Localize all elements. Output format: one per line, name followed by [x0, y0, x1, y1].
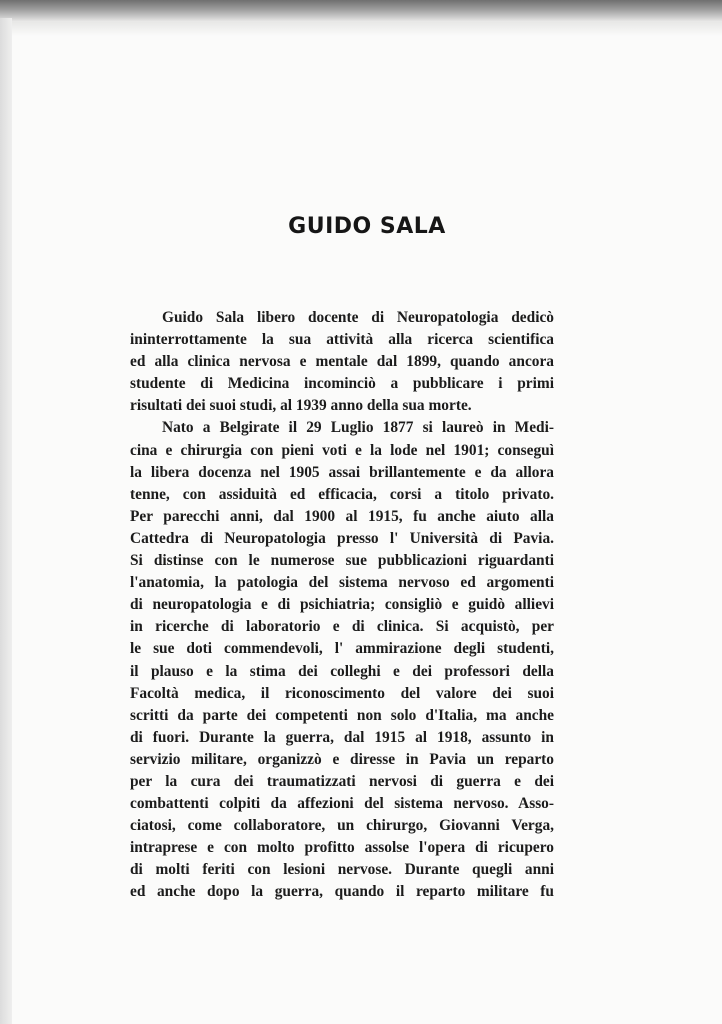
text-line: in ricerche di laboratorio e di clinica. Si acquistò, per	[130, 618, 554, 636]
text-line: servizio militare, organizzò e diresse in Pavia un reparto	[130, 750, 554, 768]
text-line: Cattedra di Neuropatologia presso l' Università di Pavia.	[130, 529, 554, 547]
body-text	[130, 307, 554, 904]
text-line: Si distinse con le numerose sue pubblicazioni riguardanti	[130, 552, 554, 570]
text-line: Per parecchi anni, dal 1900 al 1915, fu anche aiuto alla	[130, 507, 554, 525]
scan-top-edge	[0, 0, 722, 22]
text-line: tenne, con assiduità ed efficacia, corsi a titolo privato.	[130, 485, 554, 503]
text-line: ed anche dopo la guerra, quando il reparto militare fu	[130, 883, 554, 901]
text-line: la libera docenza nel 1905 assai brillantemente e da allora	[130, 463, 554, 481]
text-line: di neuropatologia e di psichiatria; consigliò e guidò allievi	[130, 596, 554, 614]
text-line: combattenti colpiti da affezioni del sistema nervoso. Asso-	[130, 795, 554, 813]
text-line: il plauso e la stima dei colleghi e dei professori della	[130, 662, 554, 680]
text-line: scritti da parte dei competenti non solo d'Italia, ma anche	[130, 706, 554, 724]
text-line: di fuori. Durante la guerra, dal 1915 al 1918, assunto in	[130, 728, 554, 746]
text-line: Facoltà medica, il riconoscimento del valore dei suoi	[130, 684, 554, 702]
text-line: risultati dei suoi studi, al 1939 anno della sua morte.	[130, 397, 472, 415]
text-line: ininterrottamente la sua attività alla ricerca scientifica	[130, 331, 554, 349]
text-line: ed alla clinica nervosa e mentale dal 1899, quando ancora	[130, 353, 554, 371]
page-shadow	[12, 22, 722, 36]
text-line: cina e chirurgia con pieni voti e la lode nel 1901; conseguì	[130, 441, 554, 459]
text-line: per la cura dei traumatizzati nervosi di guerra e dei	[130, 772, 554, 790]
text-line: intraprese e con molto profitto assolse l'opera di ricupero	[130, 839, 554, 857]
scan-left-edge	[0, 18, 12, 1024]
text-line: le sue doti commendevoli, l' ammirazione degli studenti,	[130, 640, 554, 658]
document-page	[12, 22, 722, 1024]
text-line: ciatosi, come collaboratore, un chirurgo, Giovanni Verga,	[130, 817, 554, 835]
text-line: studente di Medicina incominciò a pubblicare i primi	[130, 375, 554, 393]
text-line: di molti feriti con lesioni nervose. Durante quegli anni	[130, 861, 554, 879]
text-line: Nato a Belgirate il 29 Luglio 1877 si laureò in Medi-	[162, 419, 554, 437]
text-line: Guido Sala libero docente di Neuropatologia dedicò	[162, 309, 554, 326]
text-line: l'anatomia, la patologia del sistema nervoso ed argomenti	[130, 574, 554, 592]
page-title: GUIDO SALA	[288, 214, 446, 239]
